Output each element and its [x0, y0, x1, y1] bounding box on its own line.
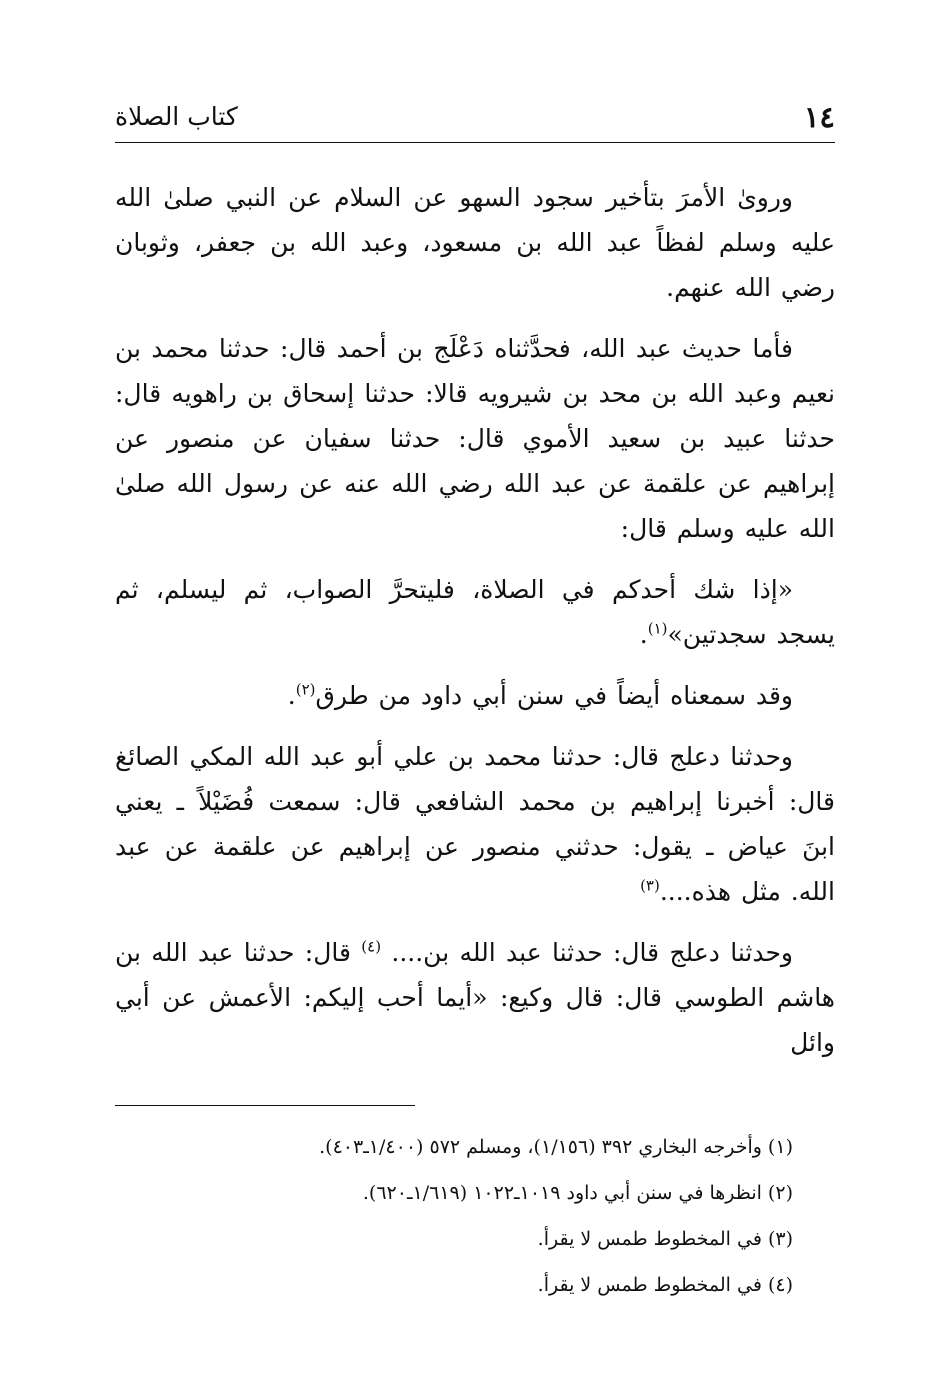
footnote-ref-2[interactable]: (٢) [295, 680, 316, 699]
running-title: كتاب الصلاة [115, 102, 238, 131]
paragraph-5-text: وحدثنا دعلج قال: حدثنا محمد بن علي أبو عبد الله المكي الصائغ قال: أخبرنا إبراهيم بن محمد الشافعي قال: سمعت فُضَيْلاً ـ يعني ابنَ عياض ـ يقول: حدثني منصور عن إبراهيم عن علقمة عن عبد الله. مثل هذه.... [115, 742, 835, 906]
page-header [115, 96, 835, 143]
hadith-text: «إذا شك أحدكم في الصلاة، فليتحرَّ الصواب، ثم ليسلم، ثم يسجد سجدتين» [115, 575, 835, 649]
book-page [115, 96, 835, 1296]
paragraph-6 [115, 930, 835, 1065]
footnote-ref-3[interactable]: (٣) [640, 876, 660, 895]
main-text [115, 175, 835, 1065]
footnote-1: (١) وأخرجه البخاري ٣٩٢ (١/١٥٦)، ومسلم ٥٧٢ (١/٤٠٠ـ٤٠٣). [319, 1136, 793, 1158]
paragraph-4 [115, 673, 835, 718]
footnote-ref-1[interactable]: (١) [647, 619, 668, 638]
footnote-4: (٤) في المخطوط طمس لا يقرأ. [537, 1274, 793, 1296]
footnote-3: (٣) في المخطوط طمس لا يقرأ. [537, 1228, 793, 1250]
footnote-2: (٢) انظرها في سنن أبي داود ١٠١٩ـ١٠٢٢ (١/٦١٩ـ٦٢٠). [362, 1182, 793, 1204]
footnote-divider [115, 1105, 415, 1106]
paragraph-1: ورویٰ الأمرَ بتأخير سجود السهو عن السلام عن النبي صلىٰ الله عليه وسلم لفظاً عبد الله بن مسعود، وعبد الله بن جعفر، وثوبان رضي الله عنهم. [115, 183, 835, 302]
paragraph-2: فأما حديث عبد الله، فحدَّثناه دَعْلَج بن أحمد قال: حدثنا محمد بن نعيم وعبد الله بن محد بن شيرويه قالا: حدثنا إسحاق بن راهويه قال: حدثنا عبيد بن سعيد الأموي قال: حدثنا سفيان عن منصور عن إبراهيم عن علقمة عن عبد الله رضي الله عنه عن رسول الله صلىٰ الله عليه وسلم قال: [115, 334, 835, 543]
page-number: ١٤ [803, 100, 835, 134]
paragraph-6-text-b: قال: حدثنا عبد الله بن هاشم الطوسي قال: قال وكيع: «أيما أحب إليكم: الأعمش عن أبي وائل [115, 938, 835, 1057]
footnotes [115, 1124, 835, 1308]
paragraph-3-end: . [639, 620, 648, 649]
paragraph-6-text-a: وحدثنا دعلج قال: حدثنا عبد الله بن.... [391, 938, 793, 967]
paragraph-4-text: وقد سمعناه أيضاً في سنن أبي داود من طرق [315, 681, 793, 710]
paragraph-3 [115, 567, 835, 657]
paragraph-5 [115, 734, 835, 914]
footnote-ref-4[interactable]: (٤) [361, 937, 382, 956]
paragraph-4-end: . [287, 681, 296, 710]
